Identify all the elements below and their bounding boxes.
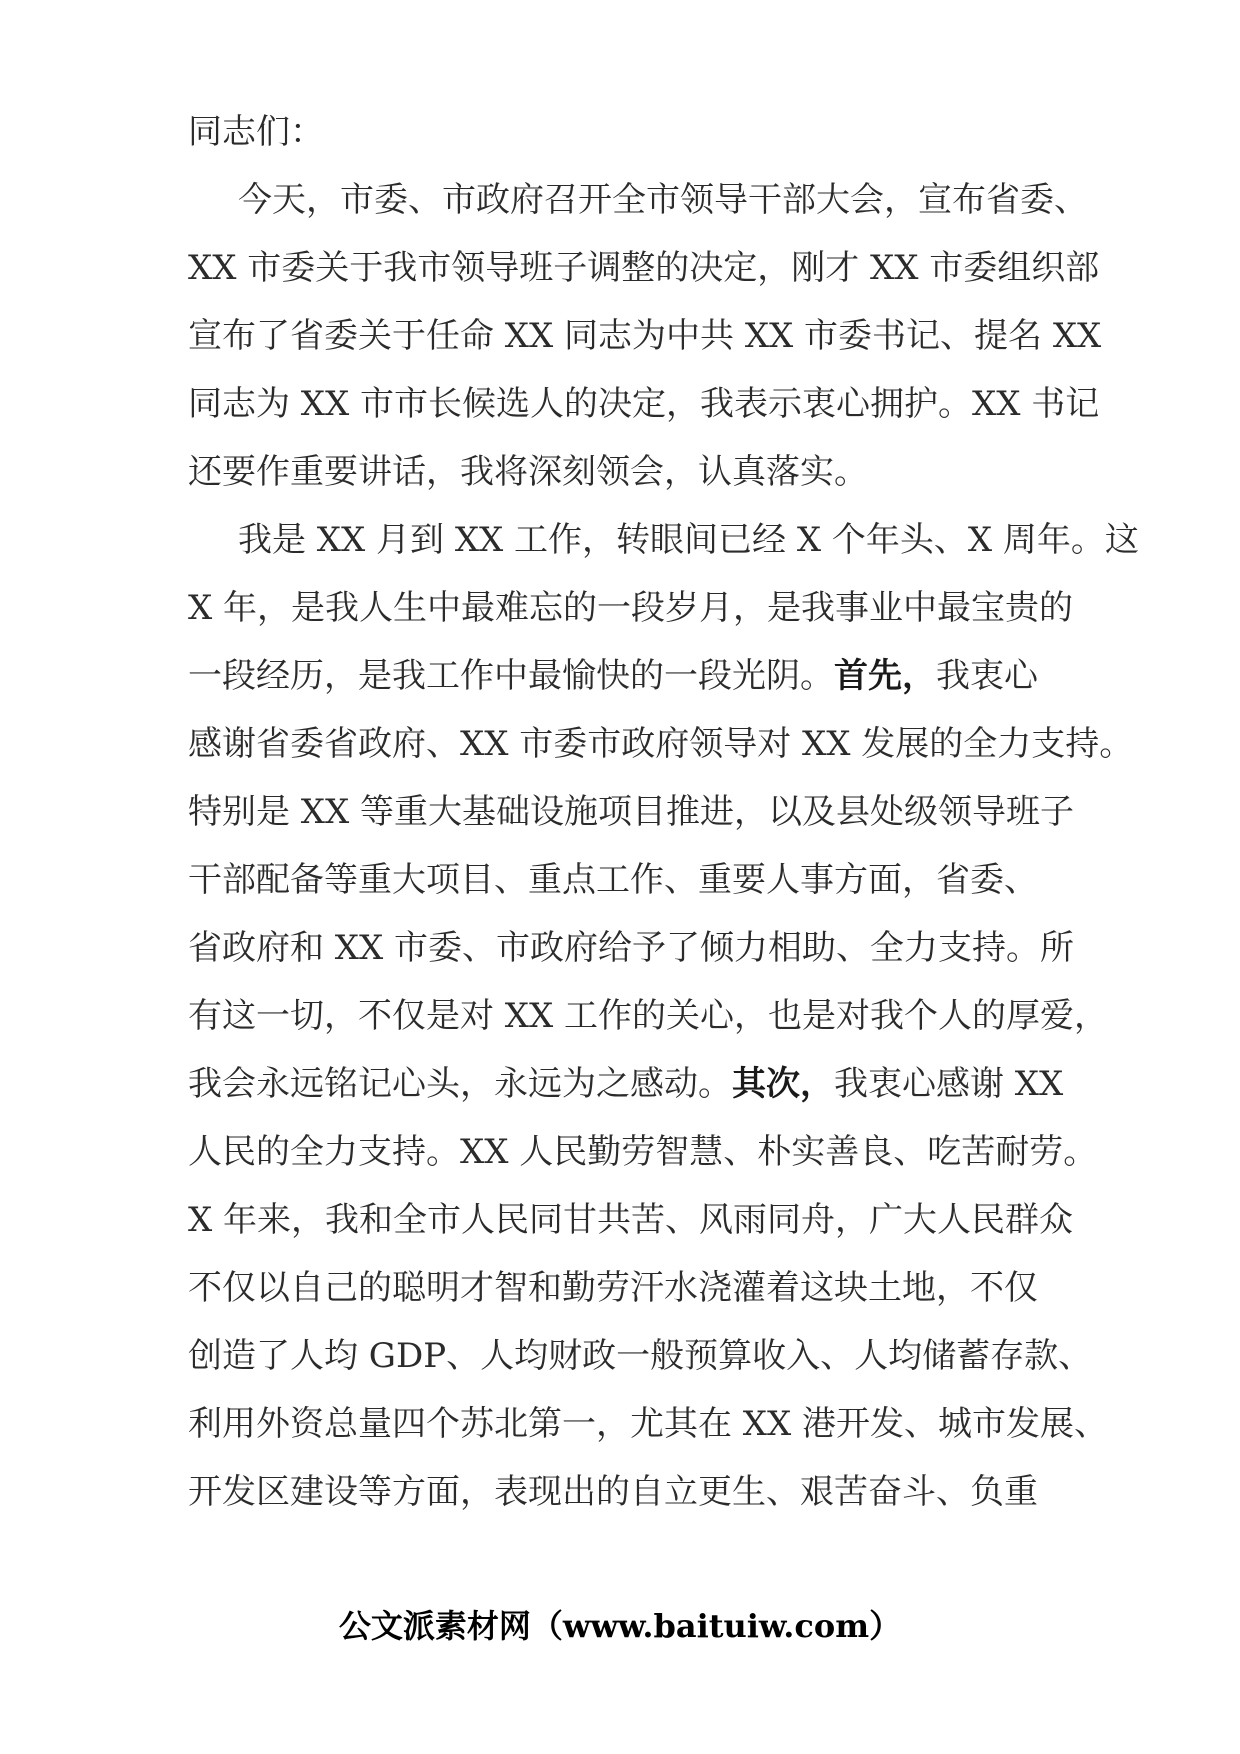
- emphasis-second: 其次，: [732, 1064, 834, 1104]
- paragraph-2-line: 干部配备等重大项目、重点工作、重要人事方面，省委、: [188, 860, 1038, 900]
- paragraph-2-line: 我是 XX 月到 XX 工作，转眼间已经 X 个年头、X 周年。这: [238, 520, 1139, 560]
- emphasis-first: 首先，: [834, 656, 936, 696]
- text-run: 我衷心: [936, 656, 1038, 696]
- paragraph-2-line: [188, 642, 1068, 710]
- paragraph-2: [188, 506, 1139, 1526]
- salutation: 同志们：: [188, 112, 324, 152]
- paragraph-2-line: 特别是 XX 等重大基础设施项目推进，以及县处级领导班子: [188, 792, 1075, 832]
- paragraph-1-line: 还要作重要讲话，我将深刻领会，认真落实。: [188, 452, 868, 492]
- paragraph-2-line: 人民的全力支持。XX 人民勤劳智慧、朴实善良、吃苦耐劳。: [188, 1132, 1098, 1172]
- paragraph-1-line: 今天，市委、市政府召开全市领导干部大会，宣布省委、: [238, 180, 1088, 220]
- paragraph-2-line: 省政府和 XX 市委、市政府给予了倾力相助、全力支持。所: [188, 928, 1075, 968]
- text-run: 我会永远铭记心头，永远为之感动。: [188, 1064, 732, 1104]
- paragraph-1-line: 宣布了省委关于任命 XX 同志为中共 XX 市委书记、提名 XX: [188, 316, 1102, 356]
- paragraph-2-line: [188, 1050, 1068, 1118]
- paragraph-2-line: 创造了人均 GDP、人均财政一般预算收入、人均储蓄存款、: [188, 1336, 1093, 1376]
- paragraph-2-line: 利用外资总量四个苏北第一，尤其在 XX 港开发、城市发展、: [188, 1404, 1109, 1444]
- paragraph-2-line: 不仅以自己的聪明才智和勤劳汗水浇灌着这块土地，不仅: [188, 1268, 1038, 1308]
- paragraph-1-line: XX 市委关于我市领导班子调整的决定，刚才 XX 市委组织部: [188, 248, 1100, 288]
- paragraph-2-line: 有这一切，不仅是对 XX 工作的关心，也是对我个人的厚爱，: [188, 996, 1109, 1036]
- footer-watermark: 公文派素材网（www.baituiw.com）: [338, 1607, 902, 1645]
- text-run: 我衷心感谢 XX: [834, 1064, 1064, 1104]
- paragraph-2-line: 感谢省委省政府、XX 市委市政府领导对 XX 发展的全力支持。: [188, 724, 1134, 764]
- document-body: [188, 98, 1139, 1526]
- paragraph-1: [188, 166, 1102, 506]
- paragraph-2-line: 开发区建设等方面，表现出的自立更生、艰苦奋斗、负重: [188, 1472, 1038, 1512]
- paragraph-2-line: X 年来，我和全市人民同甘共苦、风雨同舟，广大人民群众: [188, 1200, 1074, 1240]
- text-run: 一段经历，是我工作中最愉快的一段光阴。: [188, 656, 834, 696]
- paragraph-1-line: 同志为 XX 市市长候选人的决定，我表示衷心拥护。XX 书记: [188, 384, 1100, 424]
- paragraph-2-line: X 年，是我人生中最难忘的一段岁月，是我事业中最宝贵的: [188, 588, 1074, 628]
